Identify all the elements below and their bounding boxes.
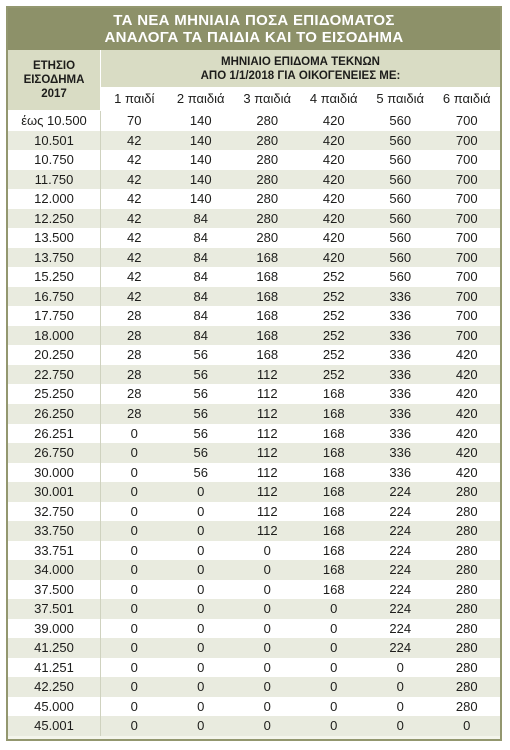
benefit-cell: 0 [130, 542, 138, 558]
benefit-table [6, 6, 502, 741]
benefit-cell: 42 [127, 249, 142, 265]
benefit-cell: 0 [396, 698, 404, 714]
benefit-cell: 420 [455, 405, 478, 421]
benefit-cell: 112 [256, 523, 278, 539]
benefit-cell: 0 [130, 523, 138, 539]
income-cell: 10.501 [8, 131, 101, 151]
column-header-1-child: 1 παιδί [114, 91, 155, 106]
income-cell: 45.001 [8, 716, 101, 736]
benefit-cell: 560 [389, 249, 412, 265]
table-row [8, 619, 500, 639]
benefit-cell: 56 [193, 347, 208, 363]
table-row [8, 463, 500, 483]
benefit-cell: 0 [396, 659, 404, 675]
benefit-cell: 0 [330, 620, 338, 636]
benefit-cell: 420 [322, 210, 345, 226]
benefit-cell: 0 [330, 601, 338, 617]
benefit-cell: 84 [193, 308, 208, 324]
benefit-cell: 0 [130, 640, 138, 656]
table-row [8, 658, 500, 678]
benefit-cell: 0 [130, 464, 138, 480]
income-cell: 41.250 [8, 638, 101, 658]
table-row [8, 599, 500, 619]
benefit-cell: 0 [130, 581, 138, 597]
table-row [8, 248, 500, 268]
income-cell: 33.750 [8, 521, 101, 541]
benefit-cell: 140 [189, 113, 212, 128]
benefit-cell: 0 [197, 601, 205, 617]
benefit-cell: 224 [389, 503, 412, 519]
benefit-cell: 140 [189, 171, 212, 187]
benefit-cell: 420 [455, 386, 478, 402]
benefit-cell: 280 [256, 171, 279, 187]
income-cell: 26.750 [8, 443, 101, 463]
benefit-cell: 0 [263, 679, 271, 695]
income-header-line-2: ΕΙΣΟΔΗΜΑ [23, 74, 85, 86]
benefit-cell: 168 [256, 288, 279, 304]
benefit-cell: 84 [193, 230, 208, 246]
benefit-cell: 56 [193, 464, 208, 480]
benefit-cell: 420 [322, 152, 345, 168]
benefit-cell: 252 [322, 288, 345, 304]
benefit-cell: 280 [455, 503, 478, 519]
table-row [8, 209, 500, 229]
benefit-cell: 280 [455, 640, 478, 656]
benefit-cell: 224 [389, 562, 412, 578]
income-cell: 45.000 [8, 697, 101, 717]
benefit-cell: 0 [130, 503, 138, 519]
benefit-cell: 112 [256, 366, 278, 382]
table-row [8, 580, 500, 600]
table-row [8, 716, 500, 736]
benefit-cell: 700 [455, 288, 478, 304]
column-header-2-children: 2 παιδιά [176, 91, 225, 106]
benefit-cell: 168 [322, 562, 345, 578]
benefit-cell: 0 [197, 679, 205, 695]
income-cell: 12.250 [8, 209, 101, 229]
table-row [8, 521, 500, 541]
benefit-cell: 0 [263, 581, 271, 597]
income-cell: 17.750 [8, 306, 101, 326]
benefit-cell: 420 [455, 366, 478, 382]
benefit-cell: 168 [322, 386, 345, 402]
benefit-cell: 280 [455, 620, 478, 636]
benefit-cell: 280 [455, 659, 478, 675]
benefit-cell: 168 [322, 445, 345, 461]
benefit-cell: 560 [389, 171, 412, 187]
benefit-cell: 0 [197, 484, 205, 500]
income-cell: 26.251 [8, 424, 101, 444]
benefit-cell: 700 [455, 210, 478, 226]
benefit-cell: 168 [322, 464, 345, 480]
benefit-cell: 252 [322, 347, 345, 363]
benefit-cell: 420 [322, 171, 345, 187]
income-cell: 33.751 [8, 541, 101, 561]
income-header-line-1: ΕΤΗΣΙΟ [32, 60, 76, 72]
income-cell: 12.000 [8, 189, 101, 209]
benefit-cell: 280 [455, 698, 478, 714]
benefit-cell: 280 [455, 601, 478, 617]
benefit-cell: 280 [455, 562, 478, 578]
benefit-cell: 560 [389, 113, 412, 128]
benefit-cell: 42 [127, 132, 142, 148]
income-cell: 13.500 [8, 228, 101, 248]
benefit-cell: 168 [256, 249, 279, 265]
table-row [8, 150, 500, 170]
benefit-cell: 280 [256, 210, 279, 226]
income-cell: 13.750 [8, 248, 101, 268]
income-column-header [8, 50, 101, 110]
benefit-cell: 140 [189, 191, 212, 207]
benefit-cell: 560 [389, 132, 412, 148]
benefit-cell: 0 [130, 659, 138, 675]
benefit-cell: 42 [127, 230, 142, 246]
benefit-cell: 56 [193, 445, 208, 461]
column-header-4-children: 4 παιδιά [309, 91, 358, 106]
benefit-cell: 0 [263, 601, 271, 617]
benefit-cell: 0 [130, 425, 138, 441]
benefit-cell: 168 [322, 503, 345, 519]
benefit-cell: 280 [455, 542, 478, 558]
benefit-cell: 42 [127, 288, 142, 304]
income-cell: 18.000 [8, 326, 101, 346]
column-header-3-children: 3 παιδιά [243, 91, 292, 106]
benefit-cell: 224 [389, 581, 412, 597]
benefit-header-line-2: ΑΠΟ 1/1/2018 ΓΙΑ ΟΙΚΟΓΕΝΕΙΕΣ ΜΕ: [200, 69, 401, 82]
benefit-cell: 28 [127, 308, 142, 324]
table-row [8, 384, 500, 404]
benefit-cell: 0 [263, 542, 271, 558]
benefit-cell: 252 [322, 327, 345, 343]
benefit-cell: 112 [256, 503, 278, 519]
benefit-cell: 336 [389, 445, 412, 461]
benefit-cell: 280 [256, 230, 279, 246]
income-cell: 42.250 [8, 677, 101, 697]
benefit-cell: 28 [127, 405, 142, 421]
benefit-cell: 280 [256, 152, 279, 168]
benefit-cell: 28 [127, 366, 142, 382]
benefit-cell: 560 [389, 191, 412, 207]
benefit-cell: 112 [256, 464, 278, 480]
table-row [8, 560, 500, 580]
benefit-cell: 0 [197, 620, 205, 636]
benefit-cell: 224 [389, 523, 412, 539]
benefit-cell: 84 [193, 210, 208, 226]
benefit-cell: 252 [322, 366, 345, 382]
title-line-1: ΤΑ ΝΕΑ ΜΗΝΙΑΙΑ ΠΟΣΑ ΕΠΙΔΟΜΑΤΟΣ [113, 12, 395, 29]
table-row [8, 111, 500, 131]
table-row [8, 267, 500, 287]
benefit-cell: 420 [455, 347, 478, 363]
benefit-cell: 0 [330, 640, 338, 656]
benefit-cell: 700 [455, 249, 478, 265]
benefit-cell: 420 [455, 425, 478, 441]
benefit-cell: 140 [189, 132, 212, 148]
benefit-cell: 420 [322, 132, 345, 148]
benefit-cell: 0 [197, 503, 205, 519]
benefit-cell: 112 [256, 405, 278, 421]
income-header-line-3: 2017 [41, 88, 67, 100]
benefit-cell: 0 [197, 562, 205, 578]
column-header-6-children: 6 παιδιά [442, 91, 491, 106]
benefit-cell: 0 [330, 698, 338, 714]
table-row [8, 170, 500, 190]
benefit-header-title [101, 50, 500, 87]
benefit-cell: 560 [389, 230, 412, 246]
benefit-cell: 0 [330, 659, 338, 675]
benefit-cell: 168 [322, 581, 345, 597]
table-row [8, 541, 500, 561]
benefit-cell: 0 [463, 718, 471, 734]
benefit-cell: 560 [389, 269, 412, 285]
table-row [8, 345, 500, 365]
benefit-cell: 168 [256, 327, 279, 343]
income-cell: 25.250 [8, 384, 101, 404]
benefit-cell: 42 [127, 191, 142, 207]
benefit-cell: 0 [130, 601, 138, 617]
benefit-cell: 336 [389, 405, 412, 421]
benefit-cell: 0 [130, 718, 138, 734]
income-cell: 16.750 [8, 287, 101, 307]
benefit-cell: 0 [130, 620, 138, 636]
table-row [8, 306, 500, 326]
table-title [8, 8, 500, 50]
title-line-2: ΑΝΑΛΟΓΑ ΤΑ ΠΑΙΔΙΑ ΚΑΙ ΤΟ ΕΙΣΟΔΗΜΑ [104, 29, 404, 46]
benefit-cell: 112 [256, 386, 278, 402]
benefit-cell: 0 [130, 679, 138, 695]
benefit-cell: 336 [389, 288, 412, 304]
table-row [8, 697, 500, 717]
benefit-cell: 0 [263, 718, 271, 734]
benefit-cell: 0 [396, 718, 404, 734]
benefit-cell: 336 [389, 386, 412, 402]
benefit-cell: 700 [455, 191, 478, 207]
benefit-cell: 700 [455, 230, 478, 246]
benefit-cell: 280 [256, 132, 279, 148]
benefit-cell: 420 [455, 445, 478, 461]
income-cell: 30.001 [8, 482, 101, 502]
benefit-cell: 336 [389, 366, 412, 382]
benefit-cell: 560 [389, 152, 412, 168]
benefit-cell: 420 [455, 464, 478, 480]
benefit-cell: 224 [389, 601, 412, 617]
benefit-cell: 84 [193, 249, 208, 265]
benefit-cell: 336 [389, 327, 412, 343]
income-cell: 15.250 [8, 267, 101, 287]
benefit-cell: 280 [455, 484, 478, 500]
benefit-cell: 84 [193, 288, 208, 304]
benefit-cell: 0 [263, 620, 271, 636]
benefit-cell: 700 [455, 269, 478, 285]
benefit-cell: 224 [389, 620, 412, 636]
benefit-cell: 280 [256, 113, 279, 128]
benefit-cell: 0 [197, 523, 205, 539]
benefit-cell: 224 [389, 640, 412, 656]
benefit-cell: 280 [256, 191, 279, 207]
benefit-cell: 0 [130, 445, 138, 461]
benefit-cell: 70 [127, 113, 142, 128]
column-header-5-children: 5 παιδιά [376, 91, 425, 106]
table-row [8, 228, 500, 248]
table-row [8, 189, 500, 209]
benefit-cell: 700 [455, 308, 478, 324]
benefit-cell: 420 [322, 113, 345, 128]
benefit-cell: 42 [127, 152, 142, 168]
benefit-cell: 28 [127, 386, 142, 402]
benefit-cell: 56 [193, 366, 208, 382]
benefit-cell: 56 [193, 386, 208, 402]
benefit-cell: 112 [256, 484, 278, 500]
benefit-cell: 28 [127, 347, 142, 363]
table-row [8, 502, 500, 522]
income-cell: 32.750 [8, 502, 101, 522]
benefit-cell: 56 [193, 405, 208, 421]
table-row [8, 482, 500, 502]
benefit-cell: 0 [197, 698, 205, 714]
benefit-cell: 168 [322, 484, 345, 500]
income-cell: 26.250 [8, 404, 101, 424]
benefit-cell: 336 [389, 347, 412, 363]
benefit-cell: 224 [389, 484, 412, 500]
table-row [8, 404, 500, 424]
table-body [8, 111, 500, 736]
benefit-columns-header [101, 50, 500, 110]
benefit-cell: 0 [396, 679, 404, 695]
benefit-cell: 0 [130, 484, 138, 500]
table-row [8, 677, 500, 697]
benefit-cell: 700 [455, 132, 478, 148]
income-cell: 10.750 [8, 150, 101, 170]
benefit-cell: 224 [389, 542, 412, 558]
benefit-cell: 336 [389, 425, 412, 441]
benefit-cell: 0 [330, 679, 338, 695]
benefit-cell: 280 [455, 523, 478, 539]
benefit-cell: 700 [455, 113, 478, 128]
benefit-cell: 700 [455, 171, 478, 187]
benefit-header-line-1: ΜΗΝΙΑΙΟ ΕΠΙΔΟΜΑ ΤΕΚΝΩΝ [220, 55, 380, 68]
benefit-cell: 84 [193, 269, 208, 285]
benefit-cell: 0 [130, 698, 138, 714]
benefit-cell: 0 [197, 581, 205, 597]
children-column-headers [101, 87, 500, 110]
benefit-cell: 168 [322, 405, 345, 421]
income-cell: 11.750 [8, 170, 101, 190]
benefit-cell: 0 [263, 562, 271, 578]
benefit-cell: 140 [189, 152, 212, 168]
benefit-cell: 0 [197, 542, 205, 558]
income-cell: 22.750 [8, 365, 101, 385]
benefit-cell: 0 [263, 659, 271, 675]
benefit-cell: 84 [193, 327, 208, 343]
income-cell: 34.000 [8, 560, 101, 580]
benefit-cell: 252 [322, 269, 345, 285]
income-cell: 37.500 [8, 580, 101, 600]
income-cell: 39.000 [8, 619, 101, 639]
benefit-cell: 336 [389, 464, 412, 480]
benefit-cell: 280 [455, 581, 478, 597]
benefit-cell: 112 [256, 445, 278, 461]
income-cell: 41.251 [8, 658, 101, 678]
table-row [8, 365, 500, 385]
benefit-cell: 0 [330, 718, 338, 734]
benefit-cell: 42 [127, 269, 142, 285]
benefit-cell: 168 [322, 523, 345, 539]
income-cell: 30.000 [8, 463, 101, 483]
benefit-cell: 700 [455, 152, 478, 168]
table-row [8, 131, 500, 151]
benefit-cell: 252 [322, 308, 345, 324]
benefit-cell: 280 [455, 679, 478, 695]
table-row [8, 443, 500, 463]
benefit-cell: 0 [130, 562, 138, 578]
table-header [8, 50, 500, 111]
benefit-cell: 28 [127, 327, 142, 343]
benefit-cell: 0 [197, 659, 205, 675]
benefit-cell: 0 [197, 718, 205, 734]
table-row [8, 326, 500, 346]
benefit-cell: 336 [389, 308, 412, 324]
benefit-cell: 56 [193, 425, 208, 441]
benefit-cell: 168 [322, 542, 345, 558]
benefit-cell: 560 [389, 210, 412, 226]
table-row [8, 287, 500, 307]
benefit-cell: 700 [455, 327, 478, 343]
benefit-cell: 42 [127, 210, 142, 226]
benefit-cell: 168 [256, 308, 279, 324]
benefit-cell: 168 [256, 269, 279, 285]
benefit-cell: 420 [322, 191, 345, 207]
income-cell: 37.501 [8, 599, 101, 619]
benefit-cell: 420 [322, 230, 345, 246]
table-row [8, 424, 500, 444]
benefit-cell: 42 [127, 171, 142, 187]
benefit-cell: 168 [256, 347, 279, 363]
benefit-cell: 420 [322, 249, 345, 265]
benefit-cell: 0 [197, 640, 205, 656]
income-cell: έως 10.500 [8, 111, 101, 131]
benefit-cell: 0 [263, 698, 271, 714]
benefit-cell: 0 [263, 640, 271, 656]
income-cell: 20.250 [8, 345, 101, 365]
table-row [8, 638, 500, 658]
benefit-cell: 112 [256, 425, 278, 441]
benefit-cell: 168 [322, 425, 345, 441]
